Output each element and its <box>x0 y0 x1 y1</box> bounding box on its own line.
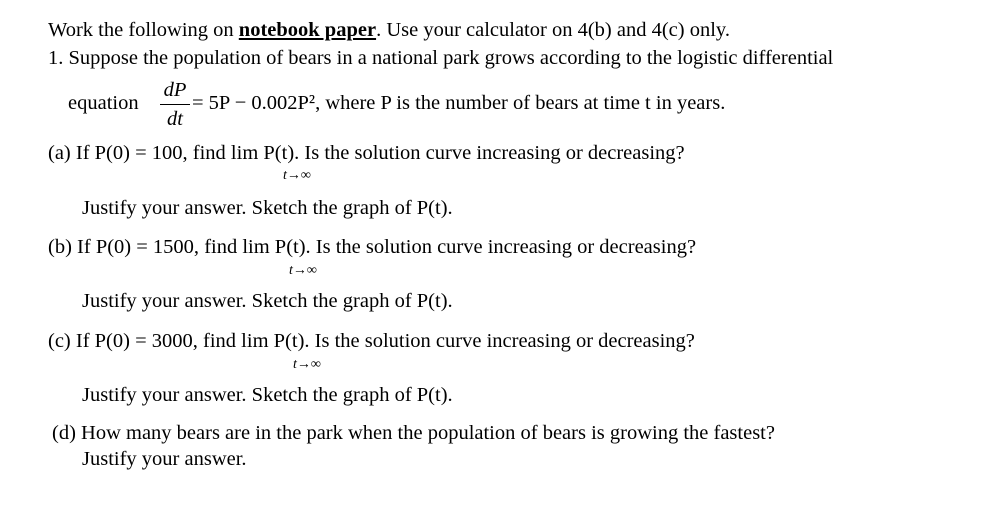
equation-word: equation <box>68 92 139 114</box>
fraction-denominator: dt <box>167 108 183 130</box>
part-b-limit-subscript: t→∞ <box>289 263 317 278</box>
part-c-condition: P(0) = 3000, <box>94 330 198 352</box>
part-d-question: (d) How many bears are in the park when the population of bears is growing the fastest? <box>52 422 775 444</box>
equation-right-side: = 5P − 0.002P² <box>192 92 316 114</box>
part-a-justify: Justify your answer. Sketch the graph of P(t). <box>82 197 453 219</box>
instructions-line <box>48 20 730 41</box>
part-c-question <box>48 331 695 352</box>
instructions-suffix: . Use your calculator on 4(b) and 4(c) only. <box>376 19 730 41</box>
equation-rhs <box>192 93 725 114</box>
part-c-justify: Justify your answer. Sketch the graph of P(t). <box>82 384 453 406</box>
part-c-label: (c) If <box>48 330 95 352</box>
dp-dt-fraction <box>160 79 190 131</box>
part-b-ask: find lim P(t). Is the solution curve increasing or decreasing? <box>199 236 697 258</box>
part-d-justify: Justify your answer. <box>82 448 247 470</box>
equation-tail: , where P is the number of bears at time t in years. <box>315 92 726 114</box>
part-b-condition: P(0) = 1500, <box>95 236 200 258</box>
part-c-ask: find lim P(t). Is the solution curve increasing or decreasing? <box>197 330 695 352</box>
part-a-condition: P(0) = 100, <box>94 142 188 164</box>
part-a-ask: find lim P(t). Is the solution curve increasing or decreasing? <box>187 142 685 164</box>
part-a-limit-subscript: t→∞ <box>283 168 311 183</box>
instructions-prefix: Work the following on <box>48 19 239 41</box>
part-b-justify: Justify your answer. Sketch the graph of P(t). <box>82 290 453 312</box>
problem-intro: 1. Suppose the population of bears in a national park grows according to the logistic differential <box>48 47 834 69</box>
fraction-numerator: dP <box>163 79 187 101</box>
part-c-limit-subscript: t→∞ <box>293 357 321 372</box>
part-b-label: (b) If <box>48 236 96 258</box>
fraction-bar <box>160 104 190 105</box>
notebook-paper-emphasis: notebook paper <box>238 19 377 41</box>
part-b-question <box>48 237 696 258</box>
part-a-question <box>48 143 685 164</box>
part-a-label: (a) If <box>48 142 95 164</box>
